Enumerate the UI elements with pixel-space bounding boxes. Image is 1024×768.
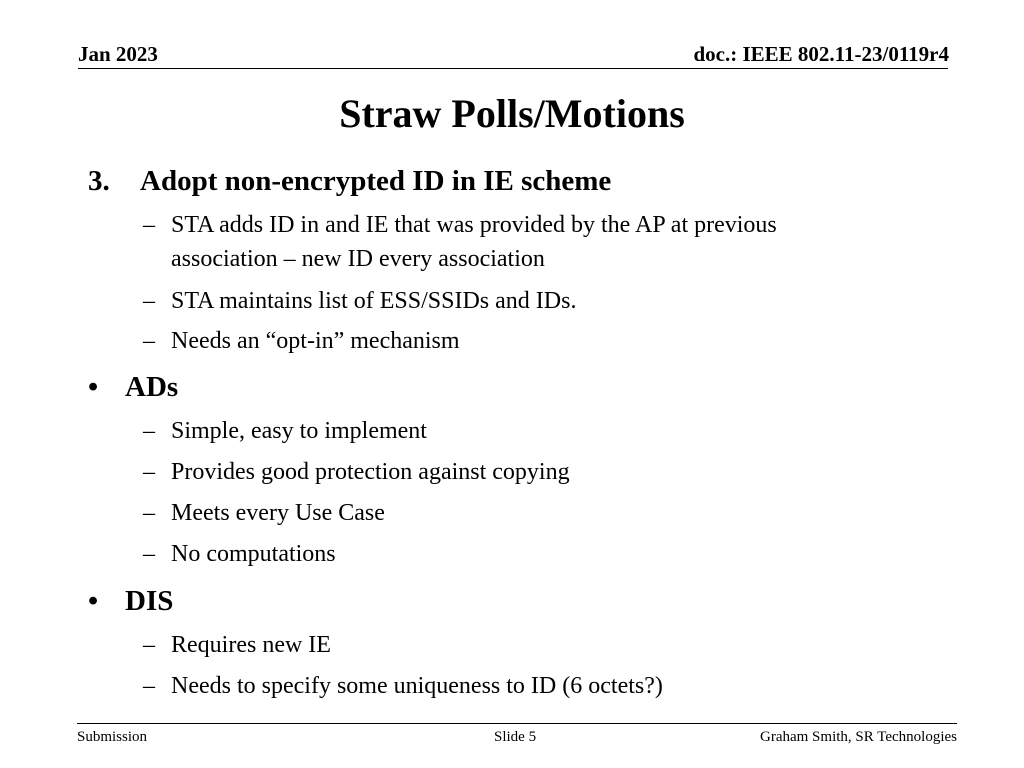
section-1-number: 3. — [88, 165, 110, 197]
list-item-text: Simple, easy to implement — [171, 418, 427, 444]
list-item-text: Meets every Use Case — [171, 500, 385, 526]
footer-slide-number: Slide 5 — [494, 729, 537, 745]
list-item-text: No computations — [171, 541, 336, 567]
section-1-heading-text: Adopt non-encrypted ID in IE scheme — [140, 165, 612, 197]
section-3-heading-text: DIS — [125, 585, 174, 617]
list-item-text: Requires new IE — [171, 632, 331, 658]
slide-title: Straw Polls/Motions — [339, 91, 685, 136]
dash-bullet: – — [143, 459, 155, 485]
list-item-text: Needs an “opt-in” mechanism — [171, 328, 460, 354]
bullet-icon: • — [88, 371, 99, 403]
list-item-text: association – new ID every association — [171, 246, 545, 272]
dash-bullet: – — [143, 288, 155, 314]
header-date: Jan 2023 — [78, 42, 158, 66]
dash-bullet: – — [143, 632, 155, 658]
dash-bullet: – — [143, 673, 155, 699]
dash-bullet: – — [143, 500, 155, 526]
list-item-text: STA maintains list of ESS/SSIDs and IDs. — [171, 288, 577, 314]
list-item-text: Provides good protection against copying — [171, 459, 570, 485]
dash-bullet: – — [143, 328, 155, 354]
section-2-heading-text: ADs — [125, 371, 179, 403]
bullet-icon: • — [88, 585, 99, 617]
dash-bullet: – — [143, 418, 155, 444]
footer-rule — [77, 723, 957, 724]
list-item-text: Needs to specify some uniqueness to ID (6 octets?) — [171, 673, 663, 699]
header-rule — [78, 68, 948, 69]
header-doc-id: doc.: IEEE 802.11-23/0119r4 — [693, 42, 949, 66]
dash-bullet: – — [143, 212, 155, 238]
footer-author: Graham Smith, SR Technologies — [760, 729, 957, 745]
list-item-text: STA adds ID in and IE that was provided by the AP at previous — [171, 212, 777, 238]
dash-bullet: – — [143, 541, 155, 567]
footer-submission: Submission — [77, 729, 148, 745]
